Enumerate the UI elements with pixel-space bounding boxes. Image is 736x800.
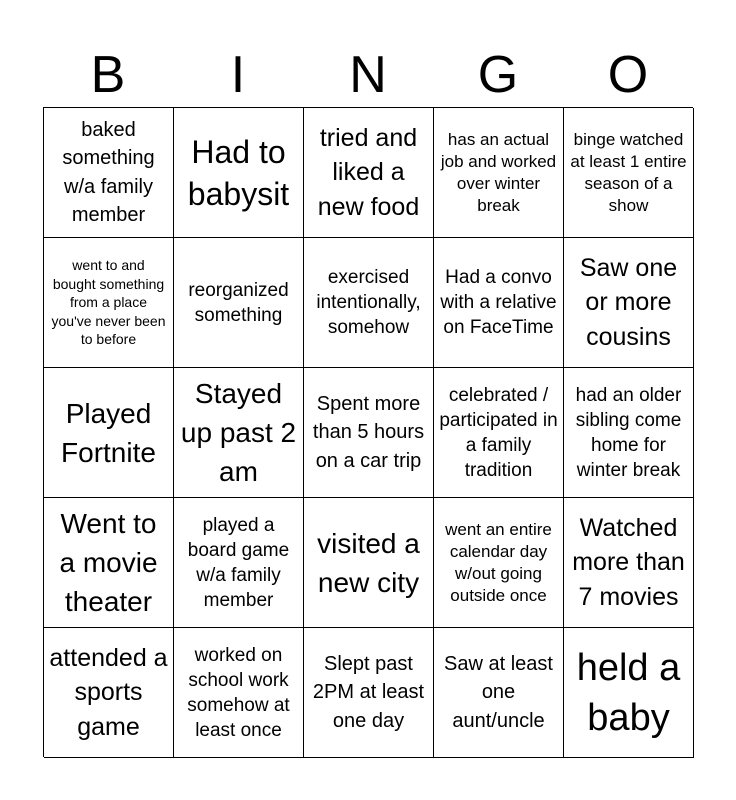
cell-text: held a baby (576, 646, 681, 739)
bingo-board (43, 107, 693, 757)
cell-text: Saw at least one aunt/uncle (444, 652, 553, 732)
header-letter-b: B (90, 46, 126, 104)
cell-text: Stayed up past 2 am (180, 378, 297, 487)
bingo-cell[interactable] (304, 108, 434, 238)
cell-text: played a board game w/a family member (187, 514, 290, 611)
bingo-cell[interactable] (434, 498, 564, 628)
bingo-cell[interactable] (174, 368, 304, 498)
bingo-cell[interactable] (304, 628, 434, 758)
cell-text: reorganized something (188, 279, 289, 326)
bingo-cell[interactable] (44, 238, 174, 368)
cell-text: Went to a movie theater (59, 508, 158, 617)
bingo-cell[interactable] (174, 498, 304, 628)
cell-text: exercised intentionally, somehow (316, 267, 421, 338)
cell-text: binge watched at least 1 entire season of a show (570, 129, 687, 215)
bingo-cell[interactable] (174, 238, 304, 368)
cell-text: went an entire calendar day w/out going outside once (445, 519, 552, 605)
bingo-cell[interactable] (304, 498, 434, 628)
cell-text: Saw one or more cousins (579, 253, 678, 351)
bingo-cell[interactable] (304, 368, 434, 498)
bingo-cell[interactable] (564, 368, 694, 498)
cell-text: Watched more than 7 movies (572, 513, 685, 611)
cell-text: Had a convo with a relative on FaceTime (440, 267, 557, 338)
cell-text: baked something w/a family member (62, 118, 155, 226)
cell-text: had an older sibling come home for winter break (575, 384, 682, 481)
header-letter-i: I (230, 46, 246, 104)
bingo-cell[interactable] (44, 498, 174, 628)
cell-text: Played Fortnite (61, 397, 156, 468)
bingo-cell[interactable] (564, 628, 694, 758)
header-letter-o: O (607, 46, 649, 104)
cell-text: Spent more than 5 hours on a car trip (312, 392, 425, 472)
bingo-cell[interactable] (174, 628, 304, 758)
bingo-cell[interactable] (434, 238, 564, 368)
bingo-cell[interactable] (434, 108, 564, 238)
bingo-header (43, 44, 693, 106)
bingo-cell[interactable] (434, 628, 564, 758)
bingo-cell[interactable] (564, 238, 694, 368)
bingo-cell[interactable] (44, 368, 174, 498)
bingo-cell[interactable] (304, 238, 434, 368)
bingo-cell[interactable] (44, 108, 174, 238)
cell-text: visited a new city (317, 527, 420, 598)
bingo-cell[interactable] (434, 368, 564, 498)
cell-text: attended a sports game (49, 643, 168, 741)
cell-text: celebrated / participated in a family tradition (439, 384, 558, 481)
cell-text: went to and bought something from a place you've never been to before (51, 257, 166, 348)
header-letter-g: G (477, 46, 519, 104)
cell-text: has an actual job and worked over winter break (440, 129, 557, 215)
cell-text: Slept past 2PM at least one day (312, 652, 425, 732)
bingo-cell[interactable] (564, 498, 694, 628)
cell-text: worked on school work somehow at least once (187, 644, 290, 741)
bingo-cell[interactable] (564, 108, 694, 238)
bingo-cell[interactable] (174, 108, 304, 238)
cell-text: tried and liked a new food (317, 123, 420, 221)
bingo-cell[interactable] (44, 628, 174, 758)
cell-text: Had to babysit (187, 133, 290, 212)
header-letter-n: N (349, 46, 387, 104)
